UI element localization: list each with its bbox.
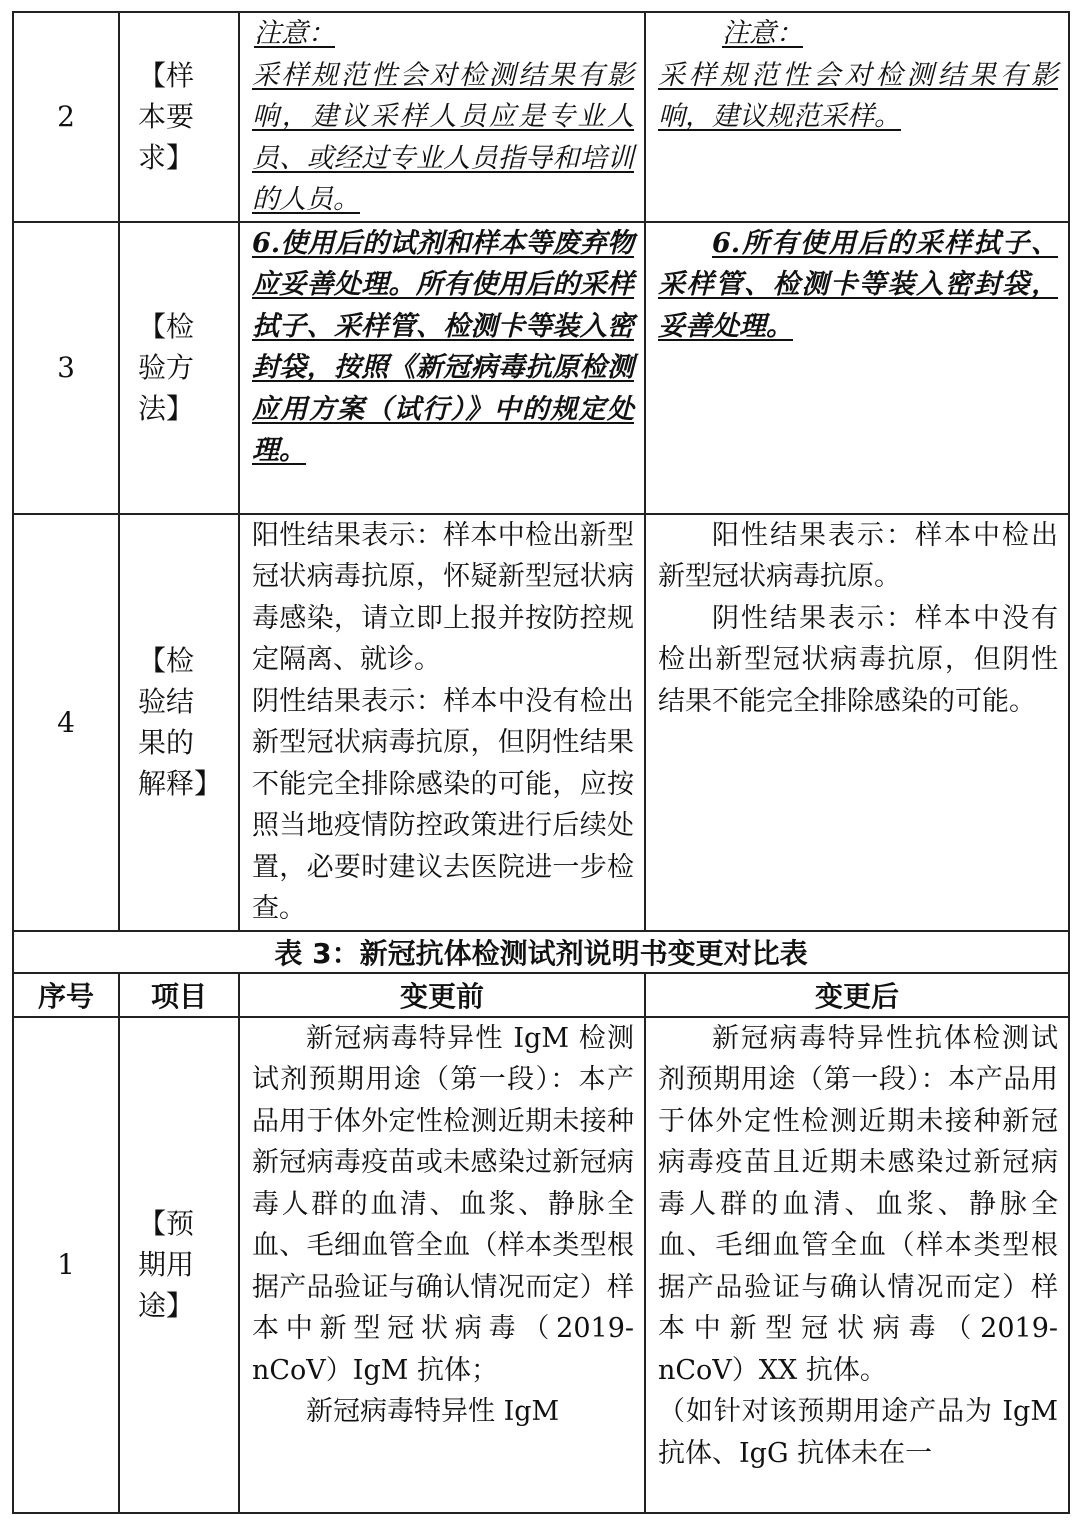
after-text: 采样规范性会对检测结果有影响，建议规范采样。 [658, 59, 1058, 132]
row-number: 4 [13, 514, 119, 931]
row-number: 3 [13, 222, 119, 514]
after-paragraph-2: （如针对该预期用途产品为 IgM 抗体、IgG 抗体未在一 [658, 1396, 1058, 1469]
before-paragraph-2: 阴性结果表示：样本中没有检出新型冠状病毒抗原，但阴性结果不能完全排除感染的可能，应按照当地疫情防控政策进行后续处置，必要时建议去医院进一步检查。 [252, 685, 634, 924]
before-cell [239, 1017, 645, 1513]
row-item: 【预期用途】 [138, 1207, 195, 1322]
after-paragraph-2: 阴性结果表示：样本中没有检出新型冠状病毒抗原，但阴性结果不能完全排除感染的可能。 [658, 602, 1058, 717]
table-row [13, 514, 1069, 931]
row-item: 【检验方法】 [138, 310, 195, 425]
header-after: 变更后 [645, 973, 1069, 1017]
after-paragraph-1: 阳性结果表示：样本中检出新型冠状病毒抗原。 [658, 519, 1058, 592]
after-cell [645, 514, 1069, 931]
before-cell [239, 222, 645, 514]
before-text: 6.使用后的试剂和样本等废弃物应妥善处理。所有使用后的采样拭子、采样管、检测卡等装入密封袋，按照《新冠病毒抗原检测应用方案（试行）》中的规定处理。 [252, 227, 634, 466]
before-cell [239, 12, 645, 222]
row-item: 【样本要求】 [138, 59, 195, 175]
table-caption: 表 3：新冠抗体检测试剂说明书变更对比表 [13, 931, 1069, 973]
before-paragraph-1: 新冠病毒特异性 IgM 检测试剂预期用途（第一段）：本产品用于体外定性检测近期未接种新冠病毒疫苗或未感染过新冠病毒人群的血清、血浆、静脉全血、毛细血管全血（样本类型根据产品验证与确认情况而定）样本中新型冠状病毒（2019-nCoV）IgM 抗体； [252, 1022, 634, 1386]
after-paragraph-1: 新冠病毒特异性抗体检测试剂预期用途（第一段）：本产品用于体外定性检测近期未接种新冠病毒疫苗且近期未感染过新冠病毒人群的血清、血浆、静脉全血、毛细血管全血（样本类型根据产品验证与确认情况而定）样本中新型冠状病毒（2019-nCoV）XX 抗体。 [658, 1022, 1058, 1386]
row-number: 2 [13, 12, 119, 222]
header-before: 变更前 [239, 973, 645, 1017]
before-text: 采样规范性会对检测结果有影响，建议采样人员应是专业人员、或经过专业人员指导和培训的人员。 [252, 59, 634, 215]
note-label: 注意： [254, 18, 335, 49]
before-cell [239, 514, 645, 931]
before-paragraph-2: 新冠病毒特异性 IgM [306, 1396, 560, 1427]
after-cell [645, 222, 1069, 514]
after-cell [645, 12, 1069, 222]
row-item: 【检验结果的解释】 [138, 644, 223, 800]
after-text: 6.所有使用后的采样拭子、采样管、检测卡等装入密封袋，妥善处理。 [658, 227, 1058, 342]
table-caption-row [13, 931, 1069, 973]
document-page [12, 11, 1068, 1514]
after-cell [645, 1017, 1069, 1513]
comparison-table [12, 11, 1070, 1514]
note-label: 注意： [722, 18, 803, 49]
before-paragraph-1: 阳性结果表示：样本中检出新型冠状病毒抗原，怀疑新型冠状病毒感染，请立即上报并按防控规定隔离、就诊。 [252, 519, 634, 675]
table-header-row [13, 973, 1069, 1017]
table-row [13, 1017, 1069, 1513]
table-row [13, 12, 1069, 222]
header-item: 项目 [119, 973, 239, 1017]
table-row [13, 222, 1069, 514]
header-number: 序号 [13, 973, 119, 1017]
row-number: 1 [13, 1017, 119, 1513]
